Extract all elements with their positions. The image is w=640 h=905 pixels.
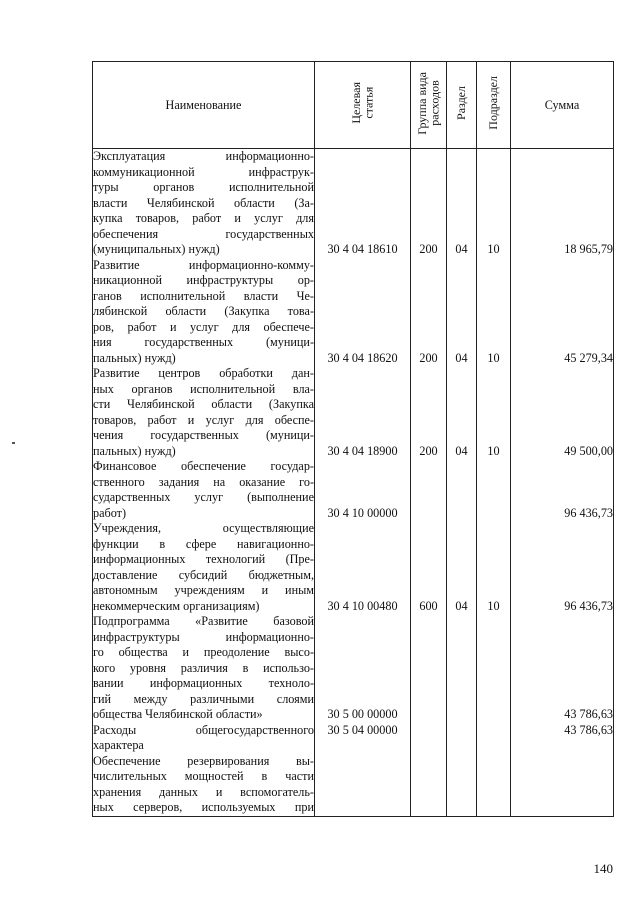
- row-name-line: хранения данных и вспомогатель-: [93, 784, 314, 799]
- row-name-line: сти Челябинской области (Закупка: [93, 397, 314, 411]
- row-expense-group: 200: [411, 149, 447, 258]
- row-expense-group: 200: [411, 366, 447, 459]
- row-name-line: работ): [93, 505, 127, 520]
- table-row: [93, 754, 614, 817]
- row-name-line: ния государственных (муници-: [93, 335, 314, 349]
- row-name: [93, 521, 315, 614]
- row-name: [93, 366, 315, 459]
- row-name-line: ных органов исполнительной вла-: [93, 381, 314, 396]
- row-name-line: Обеспечение резервирования вы-: [93, 753, 314, 768]
- row-name-line: Подпрограмма «Развитие базовой: [93, 614, 314, 628]
- row-expense-group: [411, 614, 447, 723]
- header-name: Наименование: [93, 62, 315, 149]
- row-section: [447, 754, 477, 817]
- row-name-line: автономным учреждениям и иным: [93, 583, 314, 597]
- row-name-line: сударственных услуг (выполнение: [93, 490, 314, 504]
- row-section: [447, 723, 477, 754]
- table-row: [93, 521, 614, 614]
- row-name: [93, 459, 315, 521]
- row-name-line: обеспечения государственных: [93, 226, 314, 241]
- row-name: [93, 258, 315, 367]
- table-header-row: [93, 62, 614, 149]
- row-sum: 49 500,00: [511, 366, 614, 459]
- row-target-code: 30 4 04 18620: [315, 258, 411, 367]
- row-name-line: некоммерческим организациям): [93, 598, 260, 613]
- row-sum: 96 436,73: [511, 459, 614, 521]
- row-name-line: характера: [93, 738, 144, 752]
- table-row: [93, 723, 614, 754]
- row-sum: 18 965,79: [511, 149, 614, 258]
- row-section: 04: [447, 521, 477, 614]
- row-sum: [511, 754, 614, 817]
- header-subsection: Подраздел: [477, 62, 511, 149]
- row-name-line: (муниципальных) нужд): [93, 242, 220, 256]
- row-name: [93, 614, 315, 723]
- row-name-line: власти Челябинской области (За-: [93, 195, 314, 210]
- row-name-line: ганов исполнительной власти Че-: [93, 288, 314, 303]
- row-expense-group: [411, 723, 447, 754]
- row-target-code: 30 4 10 00000: [315, 459, 411, 521]
- row-target-code: 30 4 04 18610: [315, 149, 411, 258]
- row-name: [93, 723, 315, 754]
- row-subsection: 10: [477, 258, 511, 367]
- row-target-code: 30 5 04 00000: [315, 723, 411, 754]
- row-expense-group: [411, 459, 447, 521]
- row-name-line: числительных мощностей в части: [93, 769, 314, 783]
- header-section: Раздел: [447, 62, 477, 149]
- row-name-line: лябинской области (Закупка това-: [93, 304, 314, 318]
- row-subsection: [477, 459, 511, 521]
- table-row: [93, 149, 614, 258]
- table-row: [93, 366, 614, 459]
- row-name-line: информационных технологий (Пре-: [93, 552, 314, 566]
- row-section: 04: [447, 366, 477, 459]
- row-sum: 43 786,63: [511, 723, 614, 754]
- row-name-line: Финансовое обеспечение государ-: [93, 459, 314, 473]
- row-name-line: го общества и преодоление высо-: [93, 645, 314, 659]
- row-expense-group: 600: [411, 521, 447, 614]
- budget-table: [92, 61, 614, 817]
- row-name-line: общества Челябинской области»: [93, 707, 263, 721]
- row-expense-group: 200: [411, 258, 447, 367]
- row-name-line: ных серверов, используемых при: [93, 800, 314, 814]
- page-number: 140: [593, 861, 613, 876]
- row-name-line: кого уровня различия в использо-: [93, 660, 314, 675]
- row-name-line: чения государственных (муници-: [93, 428, 314, 442]
- row-target-code: 30 4 10 00480: [315, 521, 411, 614]
- row-name-line: вании информационных техноло-: [93, 676, 314, 690]
- table-row: [93, 258, 614, 367]
- row-subsection: 10: [477, 149, 511, 258]
- row-target-code: 30 4 04 18900: [315, 366, 411, 459]
- row-section: [447, 614, 477, 723]
- table-row: [93, 614, 614, 723]
- row-name-line: ров, работ и услуг для обеспече-: [93, 319, 314, 334]
- row-subsection: 10: [477, 521, 511, 614]
- row-name-line: Расходы общегосударственного: [93, 722, 314, 737]
- row-name-line: гий между различными слоями: [93, 691, 314, 706]
- header-sum: Сумма: [511, 62, 614, 149]
- row-name-line: Учреждения, осуществляющие: [93, 521, 314, 535]
- row-name-line: Эксплуатация информационно-: [93, 149, 314, 163]
- row-name-line: Развитие информационно-комму-: [93, 257, 314, 272]
- margin-mark: [12, 442, 15, 444]
- row-name-line: туры органов исполнительной: [93, 180, 314, 194]
- row-name-line: пальных) нужд): [93, 443, 176, 458]
- row-target-code: 30 5 00 00000: [315, 614, 411, 723]
- row-name-line: функции в сфере навигационно-: [93, 536, 314, 551]
- row-sum: 96 436,73: [511, 521, 614, 614]
- table-row: [93, 459, 614, 521]
- row-section: [447, 459, 477, 521]
- row-sum: 43 786,63: [511, 614, 614, 723]
- row-subsection: [477, 614, 511, 723]
- row-sum: 45 279,34: [511, 258, 614, 367]
- row-subsection: 10: [477, 366, 511, 459]
- row-name: [93, 754, 315, 817]
- header-target: Целевая статья: [315, 62, 411, 149]
- row-subsection: [477, 754, 511, 817]
- header-group: Группа вида расходов: [411, 62, 447, 149]
- row-name-line: купка товаров, работ и услуг для: [93, 211, 314, 225]
- row-section: 04: [447, 149, 477, 258]
- row-name: [93, 149, 315, 258]
- row-name-line: доставление субсидий бюджетным,: [93, 567, 314, 582]
- row-name-line: никационной инфраструктуры ор-: [93, 273, 314, 287]
- row-name-line: инфраструктуры информационно-: [93, 629, 314, 644]
- row-name-line: ственного задания на оказание го-: [93, 474, 314, 489]
- row-target-code: [315, 754, 411, 817]
- row-expense-group: [411, 754, 447, 817]
- row-name-line: Развитие центров обработки дан-: [93, 366, 314, 380]
- row-section: 04: [447, 258, 477, 367]
- row-subsection: [477, 723, 511, 754]
- row-name-line: пальных) нужд): [93, 350, 176, 365]
- row-name-line: товаров, работ и услуг для обеспе-: [93, 412, 314, 427]
- row-name-line: коммуникационной инфраструк-: [93, 164, 314, 179]
